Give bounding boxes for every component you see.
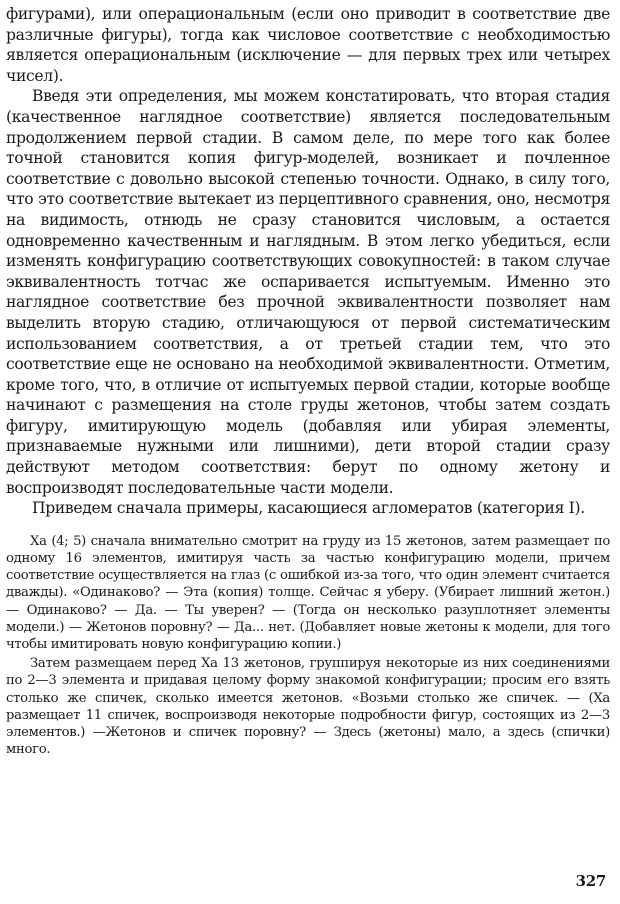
protocol-paragraph: Затем размещаем перед Ха 13 жетонов, группируя некоторые из них соединениями по 2—3 элемента и придавая целому форму знакомой конфигурации; просим его взять столько же спичек, сколько имеется жетонов. «Возьми столько же спичек. — (Ха размещает 11 спичек, воспроизводя некоторые подробности фигур, состоящих из 2—3 элементов.) —Жетонов и спичек поровну? — Здесь (жетоны) мало, а здесь (спички) много.	[6, 656, 610, 758]
paragraph-examples-intro: Приведем сначала примеры, касающиеся агломератов (категория I).	[32, 499, 585, 518]
paragraph-second-stage: Введя эти определения, мы можем констатировать, что вторая стадия (качественное наглядное соответствие) является последовательным продолжением первой стадии. В самом деле, по мере того как более точной становится копия фигур-моделей, возникает и почленное соответствие с довольно высокой степенью точности. Однако, в силу того, что это соответствие вытекает из перцептивного сравнения, оно, несмотря на видимость, отнюдь не сразу становится числовым, а остается одновременно качественным и наглядным. В этом легко убедиться, если изменять конфигурацию соответствующих совокупностей: в таком случае эквивалентность тотчас же оспаривается испытуемым. Именно это наглядное соответствие без прочной эквивалентности позволяет нам выделить вторую стадию, отличающуюся от первой систематическим использованием соответствия, а от третьей стадии тем, что это соответствие еще не основано на необходимой эквивалентности. Отметим, кроме того, что, в отличие от испытуемых первой стадии, которые вообще начинают с размещения на столе груды жетонов, чтобы затем создать фигуру, имитирующую модель (добавляя или убирая элементы, признаваемые нужными или лишними), дети второй стадии сразу действуют методом соответствия: берут по одному жетону и воспроизводят последовательные части модели.	[6, 87, 610, 497]
page-number: 327	[575, 872, 606, 890]
main-text	[6, 4, 610, 519]
protocol-paragraph: Ха (4; 5) сначала внимательно смотрит на груду из 15 жетонов, затем размещает по одному 16 элементов, имитируя часть за частью конфигурацию модели, причем соответствие осуществляется на глаз (с ошибкой из-за того, что один элемент считается дважды). «Одинаково? — Эта (копия) толще. Сейчас я уберу. (Убирает лишний жетон.) — Одинаково? — Да. — Ты уверен? — (Тогда он несколько разуплотняет элементы модели.) — Жетонов поровну? — Да... нет. (Добавляет новые жетоны к модели, для того чтобы имитировать новую конфигурацию копии.)	[6, 533, 610, 653]
paragraph-continuation: фигурами), или операциональным (если оно приводит в соответствие две различные фигуры), тогда как числовое соответствие с необходимостью является операциональным (исключение — для первых трех или четырех чисел).	[6, 5, 610, 85]
protocol-block	[6, 533, 610, 759]
